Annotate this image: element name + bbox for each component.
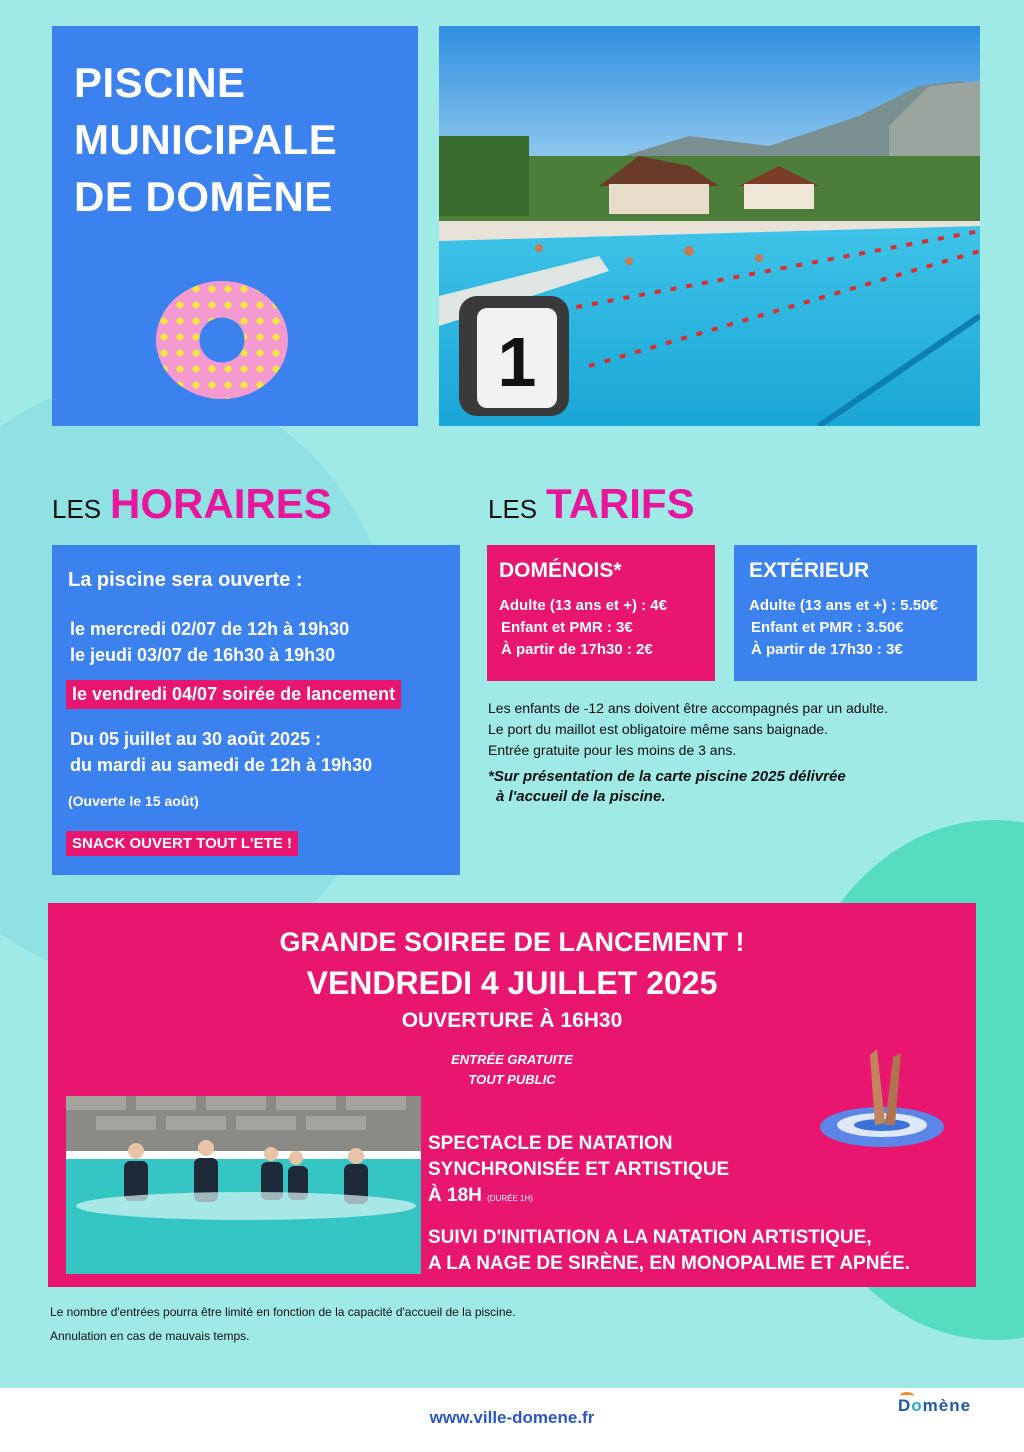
tarif-line: Adulte (13 ans et +) : 4€ — [499, 597, 667, 614]
tarif-line: À partir de 17h30 : 2€ — [501, 641, 653, 658]
title-line: PISCINE — [74, 59, 246, 106]
tarif-heading: EXTÉRIEUR — [749, 559, 870, 582]
tarif-line: Enfant et PMR : 3.50€ — [751, 619, 904, 636]
logo-letter: D — [898, 1396, 912, 1415]
star-note — [488, 767, 888, 807]
tarif-line: Adulte (13 ans et +) : 5.50€ — [749, 597, 938, 614]
domene-logo — [898, 1396, 971, 1416]
holiday-note: (Ouverte le 15 août) — [68, 793, 199, 809]
swim-ring-legs-icon — [815, 1045, 950, 1155]
rule-line: Le port du maillot est obligatoire même sans baignade. — [488, 721, 829, 737]
event-title: GRANDE SOIREE DE LANCEMENT ! — [279, 927, 745, 957]
followup-line: A LA NAGE DE SIRÈNE, EN MONOPALME ET APNÉE. — [428, 1253, 911, 1274]
heading-prefix: LES — [52, 494, 102, 524]
title-line: MUNICIPALE — [74, 116, 338, 163]
schedule-line: le mercredi 02/07 de 12h à 19h30 — [70, 619, 350, 639]
svg-text:1: 1 — [497, 323, 537, 401]
tarif-domenois-card — [487, 545, 715, 681]
tarif-line: Enfant et PMR : 3€ — [501, 619, 633, 636]
website-link[interactable]: www.ville-domene.fr — [429, 1408, 595, 1427]
show-duration: (DURÉE 1H) — [487, 1194, 533, 1203]
free-entry: ENTRÉE GRATUITE — [451, 1052, 573, 1067]
show-time-text: À 18H — [428, 1185, 482, 1206]
schedule-line: le jeudi 03/07 de 16h30 à 19h30 — [70, 645, 336, 665]
show-time — [428, 1183, 533, 1212]
swim-ring-icon — [156, 281, 288, 399]
tarif-exterieur-card — [734, 545, 977, 681]
title-panel — [52, 26, 418, 426]
show-line: SYNCHRONISÉE ET ARTISTIQUE — [428, 1159, 730, 1180]
pool-illustration — [439, 26, 980, 426]
tarif-line: À partir de 17h30 : 3€ — [751, 641, 903, 658]
tarif-rules — [488, 698, 888, 807]
title-line: DE DOMÈNE — [74, 173, 333, 220]
footnotes — [50, 1300, 516, 1348]
rule-line: Entrée gratuite pour les moins de 3 ans. — [488, 742, 737, 758]
event-date: VENDREDI 4 JUILLET 2025 — [306, 965, 718, 1001]
summer-line: du mardi au samedi de 12h à 19h30 — [70, 755, 373, 775]
footer — [0, 1388, 1024, 1452]
footnote-line: Annulation en cas de mauvais temps. — [50, 1329, 250, 1343]
tarifs-heading — [488, 480, 695, 528]
launch-tag: le vendredi 04/07 soirée de lancement — [66, 680, 401, 709]
star-note-line: à l'accueil de la piscine. — [496, 788, 666, 805]
free-entry: TOUT PUBLIC — [468, 1072, 556, 1087]
footnote-line: Le nombre d'entrées pourra être limité en fonction de la capacité d'accueil de la piscine. — [50, 1305, 516, 1319]
star-note-line: *Sur présentation de la carte piscine 2025 délivrée — [488, 768, 846, 785]
horaires-heading — [52, 480, 332, 528]
pool-photo — [439, 26, 980, 426]
summer-line: Du 05 juillet au 30 août 2025 : — [70, 729, 322, 749]
snack-tag: SNACK OUVERT TOUT L'ETE ! — [66, 831, 298, 856]
show-line: SPECTACLE DE NATATION — [428, 1133, 673, 1154]
logo-letter: mène — [922, 1396, 972, 1415]
heading-prefix: LES — [488, 494, 538, 524]
horaires-panel — [52, 545, 460, 875]
rule-line: Les enfants de -12 ans doivent être accompagnés par un adulte. — [488, 700, 889, 716]
synchro-illustration — [66, 1096, 421, 1274]
heading-word: HORAIRES — [110, 480, 332, 527]
logo-letter: o — [911, 1396, 923, 1415]
logo-swoosh-icon — [900, 1392, 914, 1400]
followup-line: SUIVI D'INITIATION A LA NATATION ARTISTIQUE, — [428, 1227, 872, 1248]
event-opening-time: OUVERTURE À 16H30 — [401, 1009, 623, 1032]
tarif-heading: DOMÉNOIS* — [499, 559, 622, 582]
synchro-swim-photo — [66, 1096, 421, 1274]
page-title — [74, 54, 337, 225]
heading-word: TARIFS — [546, 480, 695, 527]
opening-lead: La piscine sera ouverte : — [68, 569, 303, 591]
